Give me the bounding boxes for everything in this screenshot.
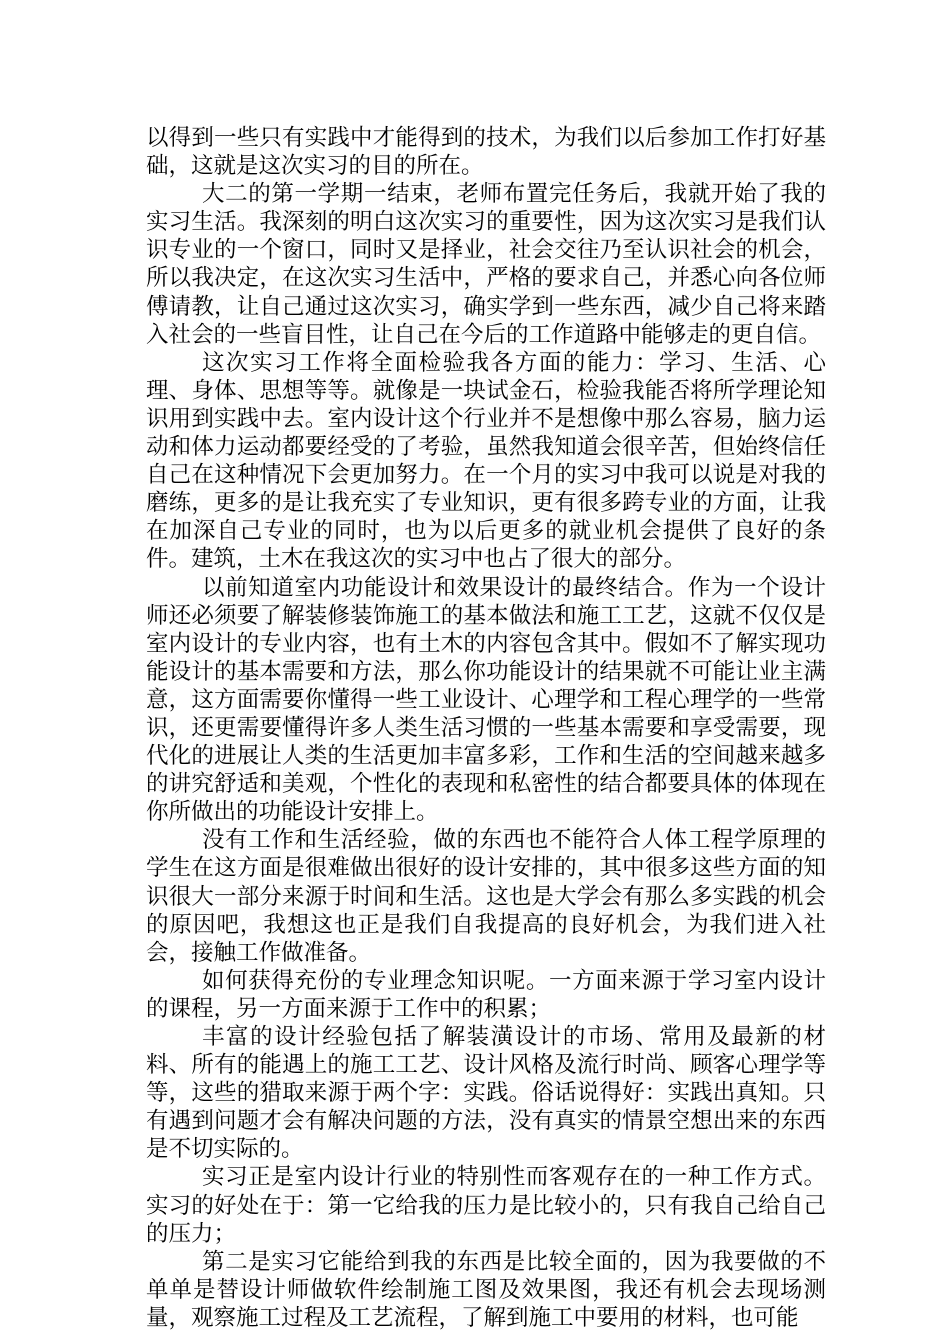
paragraph-6: 如何获得充份的专业理念知识呢。一方面来源于学习室内设计的课程，另一方面来源于工作中的积累； [146, 967, 826, 1022]
paragraph-8: 实习正是室内设计行业的特别性而客观存在的一种工作方式。实习的好处在于：第一它给我的压力是比较小的，只有我自己给自己的压力； [146, 1164, 826, 1247]
paragraph-3: 这次实习工作将全面检验我各方面的能力：学习、生活、心理、身体、思想等等。就像是一块试金石，检验我能否将所学理论知识用到实践中去。室内设计这个行业并不是想像中那么容易，脑力运动和体力运动都要经受的了考验，虽然我知道会很辛苦，但始终信任自己在这种情况下会更加努力。在一个月的实习中我可以说是对我的磨练，更多的是让我充实了专业知识，更有很多跨专业的方面，让我在加深自己专业的同时，也为以后更多的就业机会提供了良好的条件。建筑，土木在我这次的实习中也占了很大的部分。 [146, 349, 826, 573]
paragraph-4: 以前知道室内功能设计和效果设计的最终结合。作为一个设计师还必须要了解装修装饰施工的基本做法和施工工艺，这就不仅仅是室内设计的专业内容，也有土木的内容包含其中。假如不了解实现功能设计的基本需要和方法，那么你功能设计的结果就不可能让业主满意，这方面需要你懂得一些工业设计、心理学和工程心理学的一些常识，还更需要懂得许多人类生活习惯的一些基本需要和享受需要，现代化的进展让人类的生活更加丰富多彩，工作和生活的空间越来越多的讲究舒适和美观，个性化的表现和私密性的结合都要具体的体现在你所做出的功能设计安排上。 [146, 574, 826, 826]
paragraph-5: 没有工作和生活经验，做的东西也不能符合人体工程学原理的学生在这方面是很难做出很好的设计安排的，其中很多这些方面的知识很大一部分来源于时间和生活。这也是大学会有那么多实践的机会的原因吧，我想这也正是我们自我提高的良好机会，为我们进入社会，接触工作做准备。 [146, 827, 826, 966]
paragraph-2: 大二的第一学期一结束，老师布置完任务后，我就开始了我的实习生活。我深刻的明白这次实习的重要性，因为这次实习是我们认识专业的一个窗口，同时又是择业，社会交往乃至认识社会的机会，所以我决定，在这次实习生活中，严格的要求自己，并悉心向各位师傅请教，让自己通过这次实习，确实学到一些东西，减少自己将来踏入社会的一些盲目性，让自己在今后的工作道路中能够走的更自信。 [146, 181, 826, 348]
document-body [146, 124, 826, 1332]
paragraph-1: 以得到一些只有实践中才能得到的技术，为我们以后参加工作打好基础，这就是这次实习的目的所在。 [146, 125, 826, 180]
paragraph-9: 第二是实习它能给到我的东西是比较全面的，因为我要做的不单单是替设计师做软件绘制施工图及效果图，我还有机会去现场测量，观察施工过程及工艺流程，了解到施工中要用的材料，也可能 [146, 1248, 826, 1331]
paragraph-7: 丰富的设计经验包括了解装潢设计的市场、常用及最新的材料、所有的能遇上的施工工艺、设计风格及流行时尚、顾客心理学等等，这些的猎取来源于两个字：实践。俗话说得好：实践出真知。只有遇到问题才会有解决问题的方法，没有真实的情景空想出来的东西是不切实际的。 [146, 1024, 826, 1163]
